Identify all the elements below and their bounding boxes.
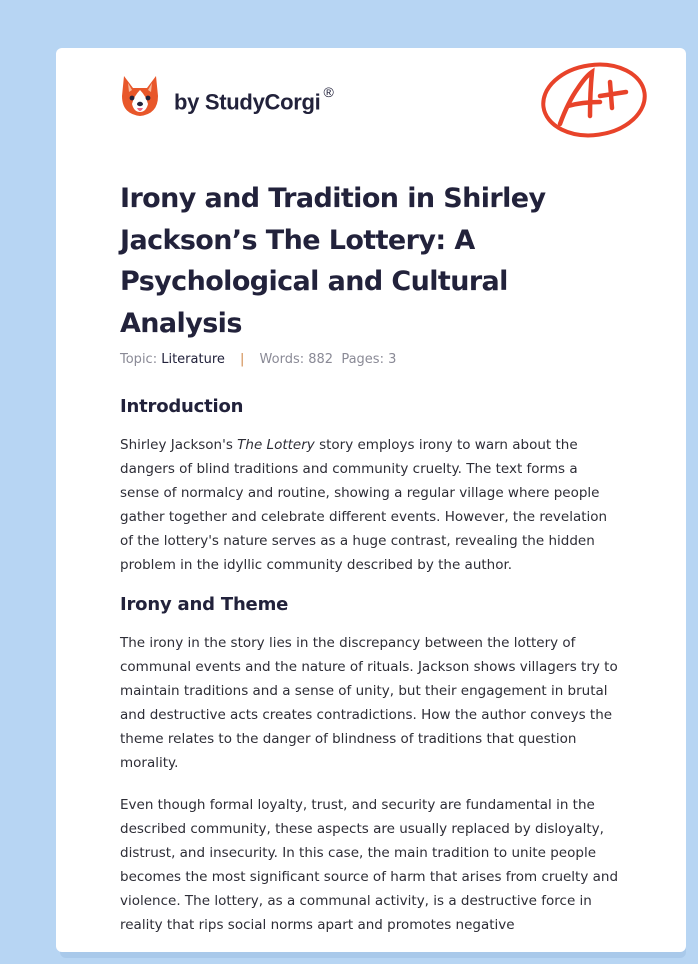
brand-name: by StudyCorgi ® [174,84,334,115]
registered-mark: ® [323,84,334,101]
section-heading-irony-theme: Irony and Theme [120,594,289,615]
irony-paragraph-2: Even though formal loyalty, trust, and security are fundamental in the described community, these aspects are usually replaced by disloyalty, distrust, and insecurity. In this case, the main tradition to unite people becomes the most significant source of harm that arises from cruelty and violence. The lottery, as a communal activity, is a destructive force in reality that rips social norms apart and promotes negative [120,797,619,933]
introduction-paragraph: Shirley Jackson's The Lottery story employs irony to warn about the dangers of blind traditions and community cruelty. The text forms a sense of normalcy and routine, showing a regular village where people gather together and celebrate different events. However, the revelation of the lottery's nature serves as a huge contrast, revealing the hidden problem in the idyllic community described by the author. [120,437,608,573]
document-page [56,48,686,952]
corgi-icon [120,74,160,120]
page-count: Pages: 3 [341,352,397,367]
word-count: Words: 882 [259,352,334,367]
topic-label: Topic: [120,352,158,367]
page-title: Irony and Tradition in Shirley Jackson’s The Lottery: A Psychological and Cultural Analysis [120,183,546,339]
irony-paragraph-1: The irony in the story lies in the discrepancy between the lottery of communal events and the nature of rituals. Jackson shows villagers try to maintain traditions and a sense of unity, but their engagement in brutal and destructive acts creates contradictions. How the author conveys the theme relates to the danger of blindness of traditions that question morality. [120,635,618,771]
book-title-italic: The Lottery [237,437,315,453]
meta-separator: | [240,352,245,367]
topic-link[interactable]: Literature [161,352,225,367]
grade-a-plus-icon [538,58,650,140]
section-heading-introduction: Introduction [120,396,244,417]
studycorgi-logo[interactable] [120,74,333,120]
essay-meta [120,352,396,367]
